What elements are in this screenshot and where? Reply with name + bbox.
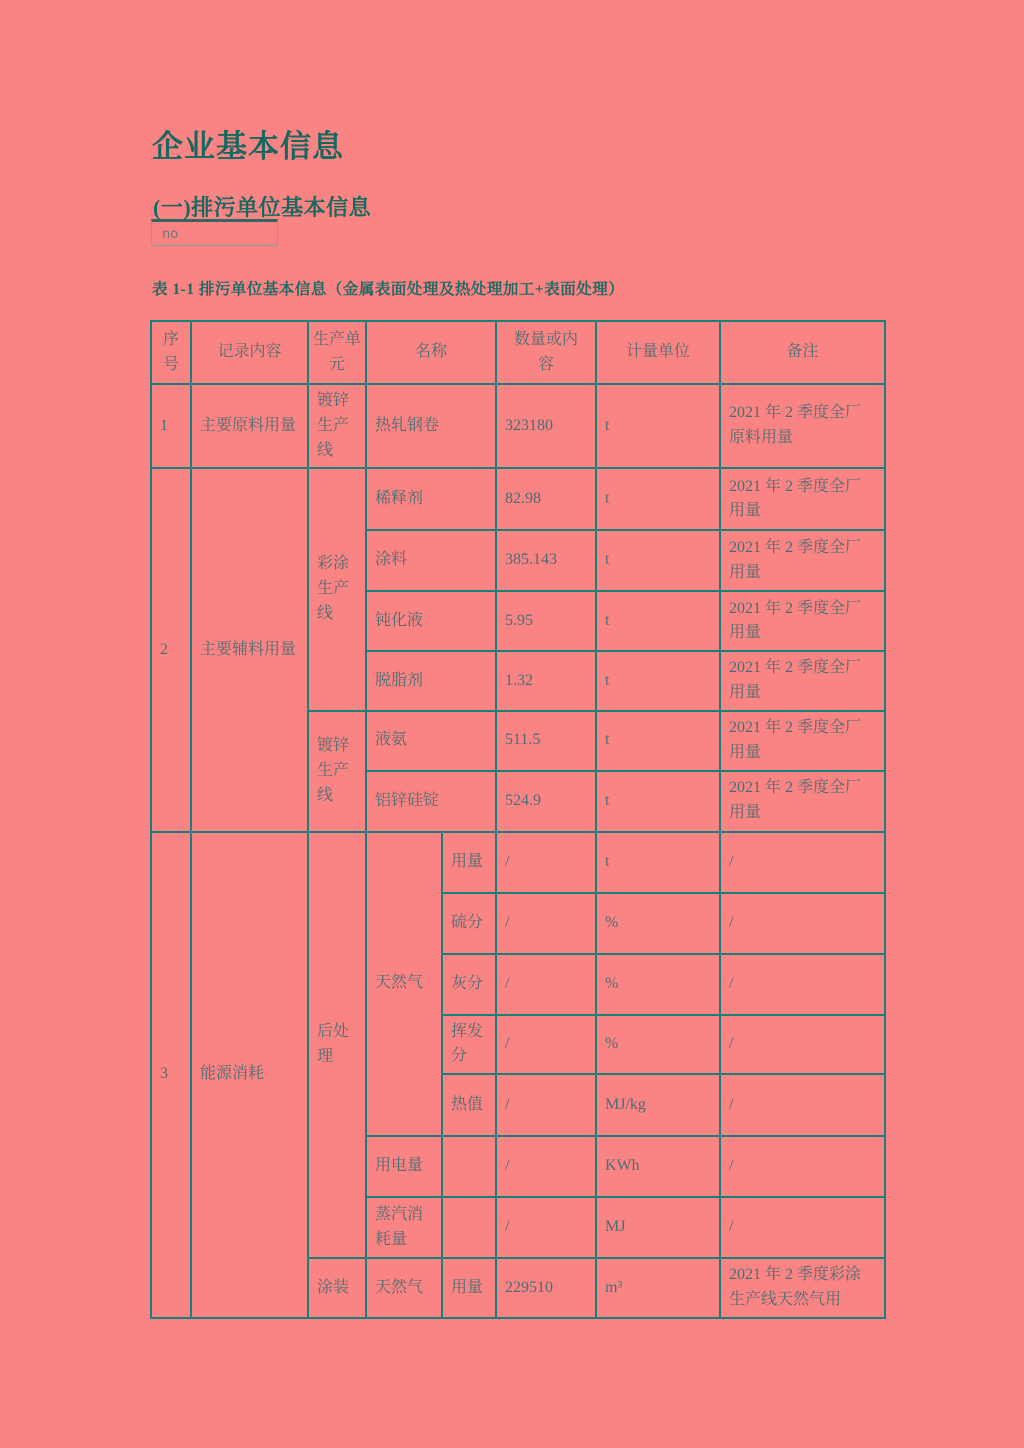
header-record: 记录内容 — [191, 321, 308, 384]
cell-name: 热轧钢卷 — [366, 384, 496, 468]
cell-unit: MJ — [596, 1197, 720, 1258]
cell-prod-unit: 彩涂生产线 — [308, 468, 366, 711]
cell-name: 蒸汽消耗量 — [366, 1197, 442, 1258]
cell-unit: % — [596, 893, 720, 954]
cell-unit: m³ — [596, 1258, 720, 1318]
header-prod-unit: 生产单元 — [308, 321, 366, 384]
cell-sub-name-empty — [442, 1136, 496, 1197]
header-seq: 序号 — [151, 321, 191, 384]
table-row — [151, 384, 885, 468]
cell-prod-unit: 镀锌生产线 — [308, 711, 366, 832]
cell-name: 液氨 — [366, 711, 496, 771]
cell-unit: t — [596, 530, 720, 591]
cell-qty: / — [496, 1197, 596, 1258]
cell-remark: 2021 年 2 季度全厂用量 — [720, 530, 885, 591]
cell-seq: 3 — [151, 832, 191, 1318]
cell-qty: 5.95 — [496, 591, 596, 651]
cell-remark: 2021 年 2 季度全厂用量 — [720, 468, 885, 530]
cell-unit: MJ/kg — [596, 1074, 720, 1136]
cell-prod-unit: 镀锌生产线 — [308, 384, 366, 468]
cell-sub-name: 挥发分 — [442, 1015, 496, 1075]
table-caption: 表 1-1 排污单位基本信息（金属表面处理及热处理加工+表面处理） — [152, 281, 625, 298]
cell-qty: 229510 — [496, 1258, 596, 1318]
cell-prod-unit: 后处理 — [308, 832, 366, 1259]
cell-remark: 2021 年 2 季度彩涂生产线天然气用 — [720, 1258, 885, 1318]
cell-remark: 2021 年 2 季度全厂用量 — [720, 711, 885, 771]
cell-record: 主要原料用量 — [191, 384, 308, 468]
cell-name: 用电量 — [366, 1136, 442, 1197]
table-header-row — [151, 321, 885, 384]
header-remark: 备注 — [720, 321, 885, 384]
cell-unit: t — [596, 468, 720, 530]
cell-record: 主要辅料用量 — [191, 468, 308, 831]
cell-qty: 323180 — [496, 384, 596, 468]
no-input[interactable] — [151, 219, 278, 246]
cell-unit: t — [596, 591, 720, 651]
cell-remark: 2021 年 2 季度全厂原料用量 — [720, 384, 885, 468]
cell-name: 铝锌硅锭 — [366, 771, 496, 832]
cell-qty: / — [496, 1074, 596, 1136]
header-unit: 计量单位 — [596, 321, 720, 384]
table-row — [151, 832, 885, 893]
header-qty: 数量或内容 — [496, 321, 596, 384]
cell-remark: / — [720, 954, 885, 1015]
cell-sub-name: 硫分 — [442, 893, 496, 954]
cell-name: 脱脂剂 — [366, 651, 496, 711]
cell-sub-name: 热值 — [442, 1074, 496, 1136]
cell-sub-name-empty — [442, 1197, 496, 1258]
section-title: (一)排污单位基本信息 — [153, 195, 372, 220]
cell-qty: 1.32 — [496, 651, 596, 711]
cell-remark: 2021 年 2 季度全厂用量 — [720, 651, 885, 711]
cell-remark: 2021 年 2 季度全厂用量 — [720, 771, 885, 832]
cell-remark: / — [720, 1015, 885, 1075]
cell-unit: KWh — [596, 1136, 720, 1197]
cell-sub-name: 灰分 — [442, 954, 496, 1015]
header-name: 名称 — [366, 321, 496, 384]
cell-seq: 1 — [151, 384, 191, 468]
cell-name: 稀释剂 — [366, 468, 496, 530]
cell-qty: / — [496, 832, 596, 893]
cell-qty: / — [496, 1136, 596, 1197]
cell-unit: t — [596, 832, 720, 893]
cell-name: 钝化液 — [366, 591, 496, 651]
cell-prod-unit: 涂装 — [308, 1258, 366, 1318]
cell-remark: / — [720, 1197, 885, 1258]
cell-unit: t — [596, 771, 720, 832]
cell-remark: / — [720, 893, 885, 954]
cell-qty: 82.98 — [496, 468, 596, 530]
cell-seq: 2 — [151, 468, 191, 831]
table-row — [151, 468, 885, 530]
cell-remark: / — [720, 1074, 885, 1136]
cell-qty: 524.9 — [496, 771, 596, 832]
cell-qty: / — [496, 893, 596, 954]
cell-qty: 511.5 — [496, 711, 596, 771]
cell-name: 涂料 — [366, 530, 496, 591]
cell-name: 天然气 — [366, 1258, 442, 1318]
cell-unit: t — [596, 384, 720, 468]
cell-remark: / — [720, 832, 885, 893]
page-title: 企业基本信息 — [152, 129, 344, 164]
cell-sub-name: 用量 — [442, 1258, 496, 1318]
basic-info-table — [150, 320, 886, 1319]
cell-remark: / — [720, 1136, 885, 1197]
cell-qty: / — [496, 954, 596, 1015]
cell-qty: 385.143 — [496, 530, 596, 591]
cell-remark: 2021 年 2 季度全厂用量 — [720, 591, 885, 651]
cell-unit: % — [596, 1015, 720, 1075]
cell-unit: t — [596, 651, 720, 711]
cell-sub-name: 用量 — [442, 832, 496, 893]
cell-unit: t — [596, 711, 720, 771]
cell-name: 天然气 — [366, 832, 442, 1137]
cell-unit: % — [596, 954, 720, 1015]
cell-record: 能源消耗 — [191, 832, 308, 1318]
cell-qty: / — [496, 1015, 596, 1075]
